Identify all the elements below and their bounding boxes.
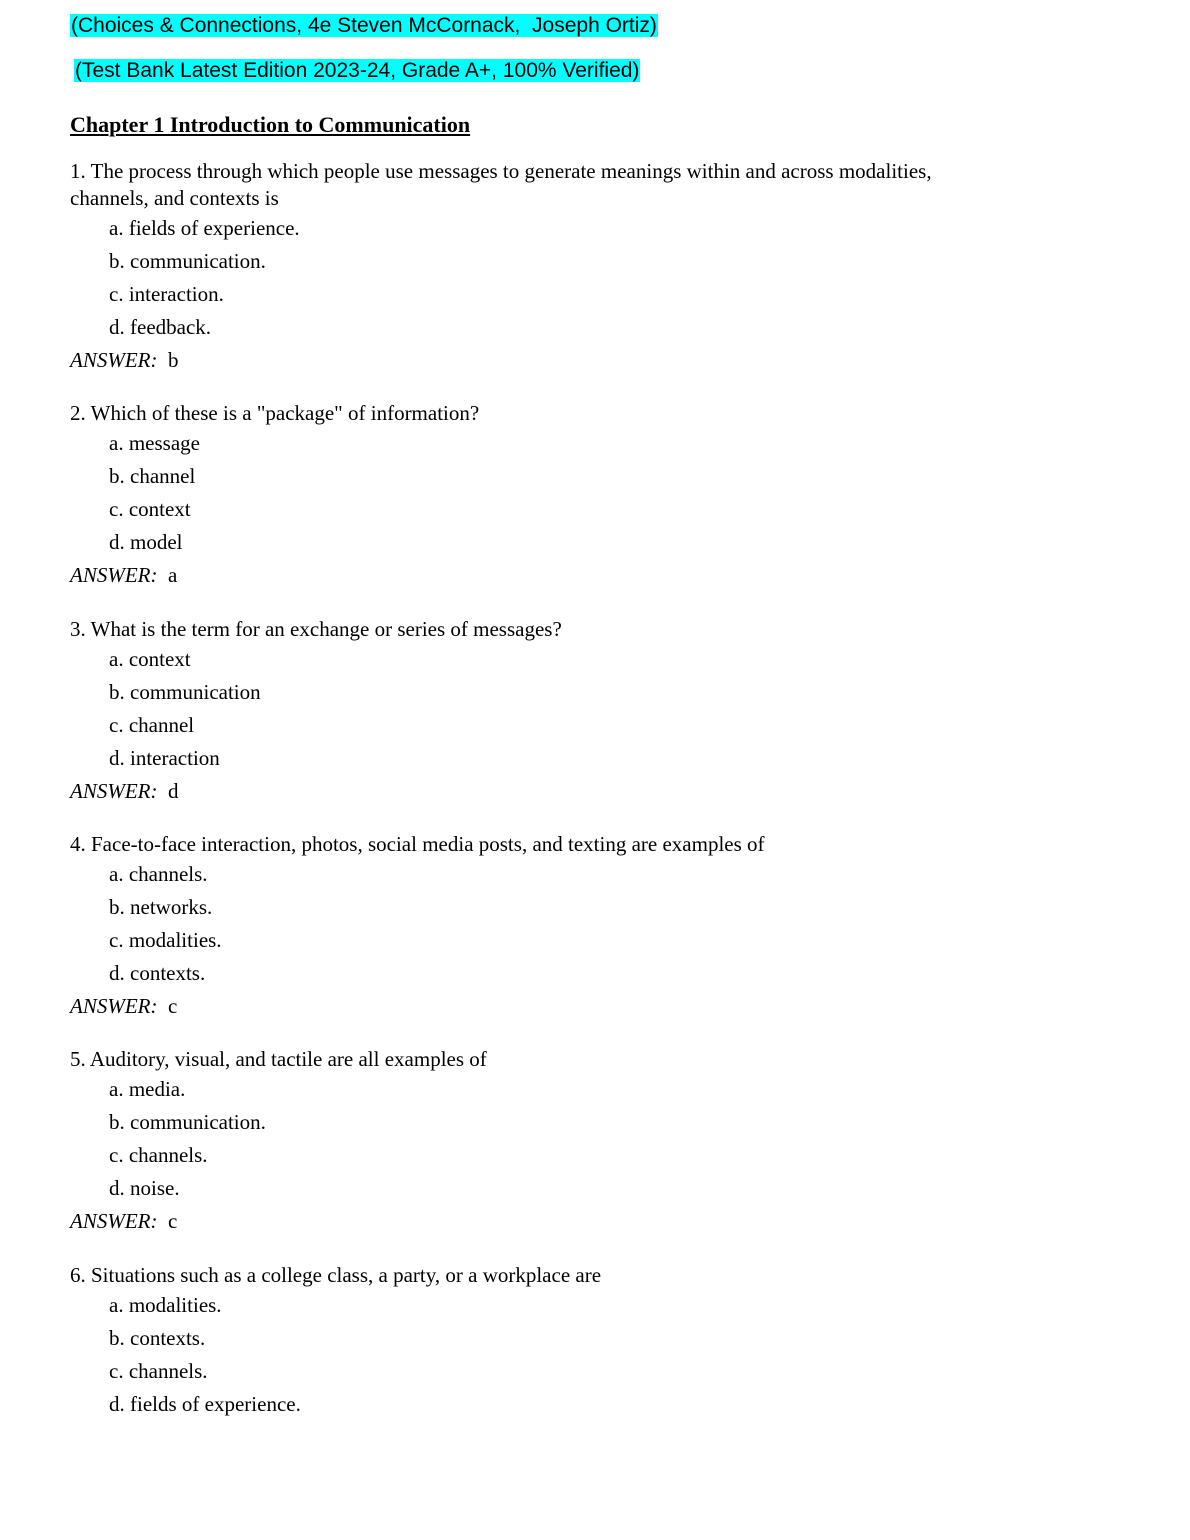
question-4	[70, 831, 1130, 1023]
question-5	[70, 1046, 1130, 1238]
option-a: a. media.	[109, 1077, 186, 1101]
answer-value: d	[167, 779, 179, 803]
answer-line	[70, 344, 1130, 377]
question-2	[70, 400, 1130, 592]
question-stem: 3. What is the term for an exchange or series of messages?	[70, 617, 562, 641]
answer-value: c	[167, 1209, 178, 1233]
option-c: c. interaction.	[109, 282, 224, 306]
question-stem: 4. Face-to-face interaction, photos, social media posts, and texting are examples of	[70, 832, 765, 856]
options-list	[70, 643, 1130, 775]
option-d: d. interaction	[109, 746, 220, 770]
option-a: a. channels.	[109, 862, 208, 886]
options-list	[70, 212, 1130, 344]
option-c: c. channel	[109, 713, 195, 737]
option-b: b. channel	[109, 464, 196, 488]
option-c: c. channels.	[109, 1143, 208, 1167]
option-c: c. context	[109, 497, 191, 521]
options-list	[70, 1289, 1130, 1421]
option-b: b. communication.	[109, 1110, 266, 1134]
question-1	[70, 158, 1130, 377]
answer-value: a	[167, 563, 178, 587]
book-title-highlight: (Choices & Connections, 4e Steven McCornack, Joseph Ortiz)	[71, 14, 657, 37]
option-b: b. communication	[109, 680, 261, 704]
answer-label: ANSWER:	[70, 1209, 158, 1233]
answer-line	[70, 990, 1130, 1023]
question-6	[70, 1262, 1130, 1421]
option-d: d. contexts.	[109, 961, 206, 985]
options-list	[70, 858, 1130, 990]
options-list	[70, 427, 1130, 559]
option-c: c. modalities.	[109, 928, 222, 952]
option-d: d. feedback.	[109, 315, 212, 339]
option-a: a. context	[109, 647, 191, 671]
option-b: b. networks.	[109, 895, 213, 919]
question-stem: 6. Situations such as a college class, a party, or a workplace are	[70, 1263, 602, 1287]
option-a: a. message	[109, 431, 200, 455]
answer-label: ANSWER:	[70, 779, 158, 803]
answer-line	[70, 775, 1130, 808]
question-stem: 5. Auditory, visual, and tactile are all examples of	[70, 1047, 487, 1071]
options-list	[70, 1073, 1130, 1205]
option-b: b. contexts.	[109, 1326, 206, 1350]
option-d: d. model	[109, 530, 183, 554]
option-d: d. fields of experience.	[109, 1392, 301, 1416]
answer-value: b	[167, 348, 179, 372]
option-a: a. modalities.	[109, 1293, 222, 1317]
edition-line	[74, 58, 640, 84]
option-d: d. noise.	[109, 1176, 180, 1200]
question-stem: 1. The process through which people use messages to generate meanings within and across modalities, channels, and contexts is	[70, 159, 932, 210]
chapter-title: Chapter 1 Introduction to Communication	[70, 112, 471, 137]
answer-line	[70, 559, 1130, 592]
question-3	[70, 616, 1130, 808]
answer-label: ANSWER:	[70, 348, 158, 372]
answer-line	[70, 1205, 1130, 1238]
book-title-line	[70, 13, 658, 39]
question-stem: 2. Which of these is a "package" of information?	[70, 401, 480, 425]
option-a: a. fields of experience.	[109, 216, 300, 240]
answer-value: c	[167, 994, 178, 1018]
option-c: c. channels.	[109, 1359, 208, 1383]
answer-label: ANSWER:	[70, 563, 158, 587]
edition-highlight: (Test Bank Latest Edition 2023-24, Grade A+, 100% Verified)	[75, 59, 640, 82]
option-b: b. communication.	[109, 249, 266, 273]
answer-label: ANSWER:	[70, 994, 158, 1018]
